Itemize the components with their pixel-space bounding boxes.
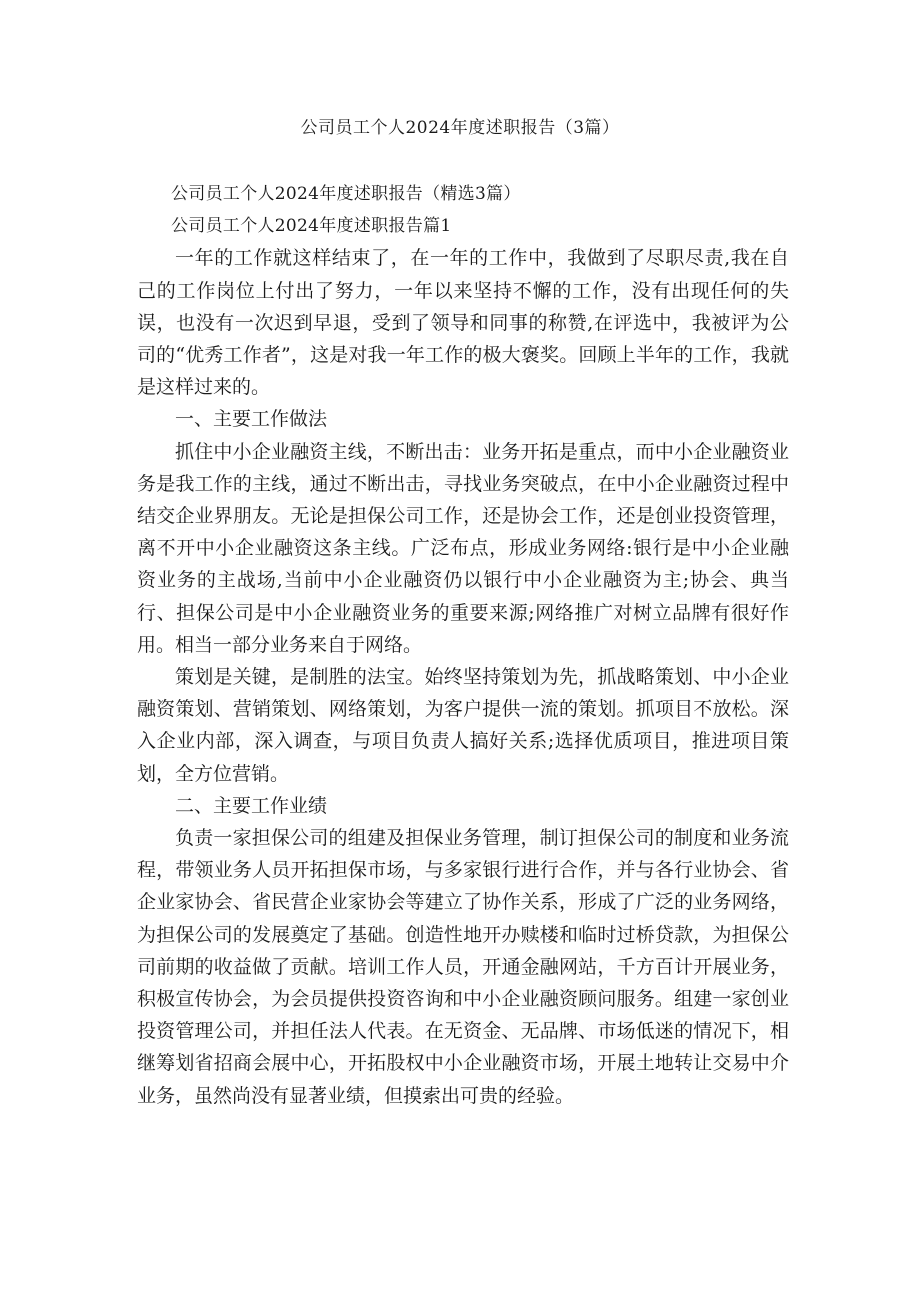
document-body (137, 178, 789, 1112)
section-heading-1: 一、主要工作做法 (175, 408, 328, 431)
document-subtitle: 公司员工个人2024年度述职报告（精选3篇） (171, 184, 521, 204)
section-2-paragraph-1: 负责一家担保公司的组建及担保业务管理，制订担保公司的制度和业务流程，带领业务人员开拓担保市场，与多家银行进行合作，并与各行业协会、省企业家协会、省民营企业家协会等建立了协作关系，形成了广泛的业务网络，为担保公司的发展奠定了基础。创造性地开办赎楼和临时过桥贷款，为担保公司前期的收益做了贡献。培训工作人员，开通金融网站，千方百计开展业务，积极宣传协会，为会员提供投资咨询和中小企业融资顾问服务。组建一家创业投资管理公司，并担任法人代表。在无资金、无品牌、市场低迷的情况下，相继筹划省招商会展中心，开拓股权中小企业融资市场，开展土地转让交易中介业务，虽然尚没有显著业绩，但摸索出可贵的经验。 (137, 827, 789, 1107)
section-1-paragraph-2: 策划是关键，是制胜的法宝。始终坚持策划为先，抓战略策划、中小企业融资策划、营销策划、网络策划，为客户提供一流的策划。抓项目不放松。深入企业内部，深入调查，与项目负责人搞好关系;选择优质项目，推进项目策划，全方位营销。 (137, 666, 789, 785)
section-1-paragraph-1: 抓住中小企业融资主线，不断出击：业务开拓是重点，而中小企业融资业务是我工作的主线，通过不断出击，寻找业务突破点，在中小企业融资过程中结交企业界朋友。无论是担保公司工作，还是协会工作，还是创业投资管理，离不开中小企业融资这条主线。广泛布点，形成业务网络:银行是中小企业融资业务的主战场,当前中小企业融资仍以银行中小企业融资为主;协会、典当行、担保公司是中小企业融资业务的重要来源;网络推广对树立品牌有很好作用。相当一部分业务来自于网络。 (137, 440, 789, 656)
intro-paragraph: 一年的工作就这样结束了，在一年的工作中，我做到了尽职尽责,我在自己的工作岗位上付出了努力，一年以来坚持不懈的工作，没有出现任何的失误，也没有一次迟到早退，受到了领导和同事的称赞,在评选中，我被评为公司的“优秀工作者”，这是对我一年工作的极大褒奖。回顾上半年的工作，我就是这样过来的。 (137, 247, 789, 399)
part-heading: 公司员工个人2024年度述职报告篇1 (171, 216, 452, 237)
section-heading-2: 二、主要工作业绩 (175, 794, 328, 817)
document-title: 公司员工个人2024年度述职报告（3篇） (300, 118, 620, 138)
